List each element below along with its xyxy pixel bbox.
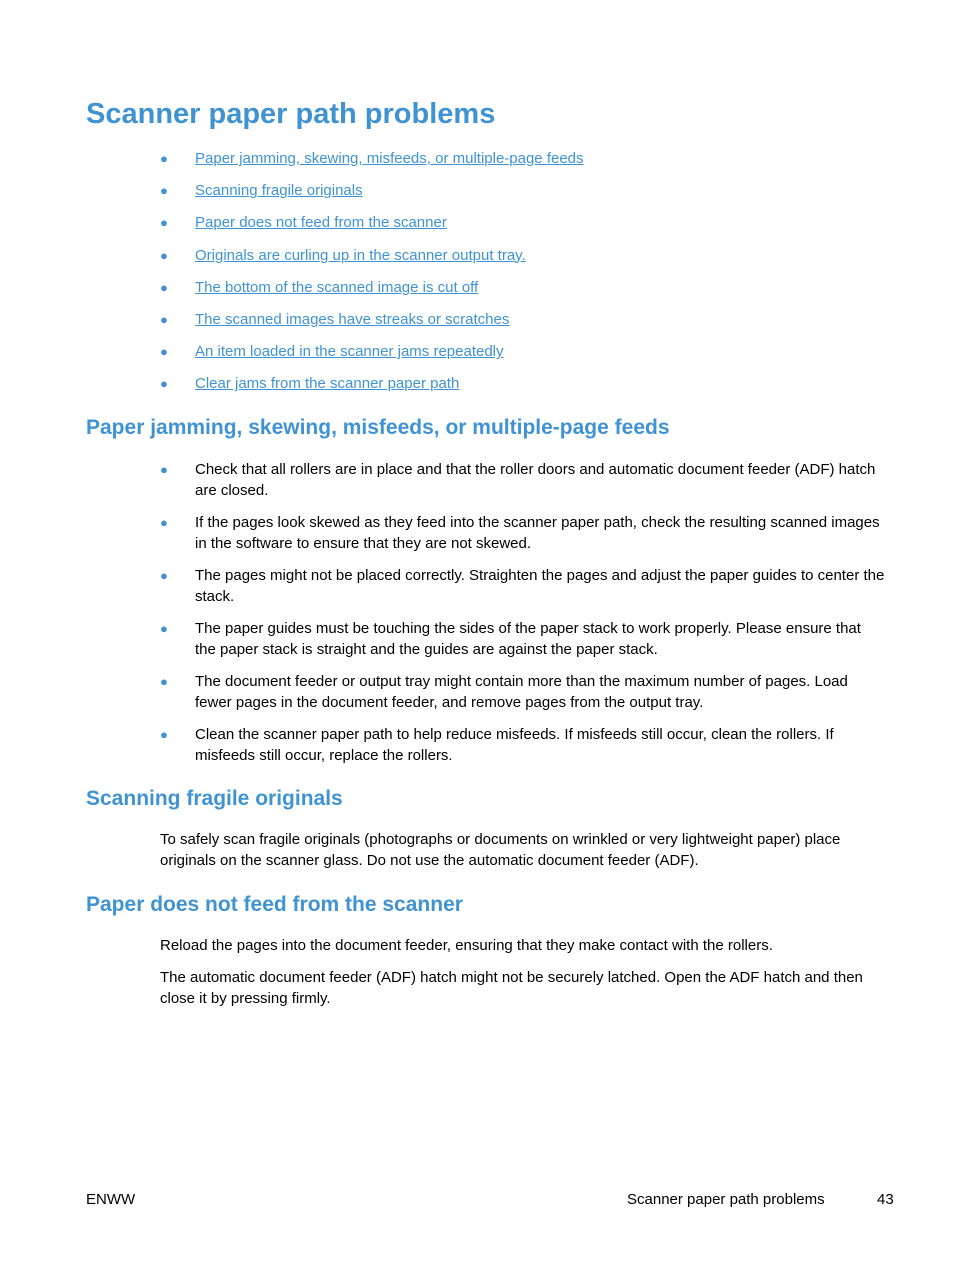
bullet-icon: ● — [160, 621, 168, 636]
list-item-text: Clean the scanner paper path to help reduce misfeeds. If misfeeds still occur, clean the rollers. If misfeeds still occur, replace the rollers. — [195, 726, 834, 764]
bullet-icon: ● — [160, 462, 168, 477]
page-number: 43 — [877, 1191, 894, 1208]
list-item-text: Check that all rollers are in place and that the roller doors and automatic document feeder (ADF) hatch are closed. — [195, 461, 876, 499]
paper-not-feed-text-2: The automatic document feeder (ADF) hatch might not be securely latched. Open the ADF hatch and then close it by pressing firmly. — [160, 969, 863, 1007]
section-heading-paper-not-feed: Paper does not feed from the scanner — [86, 893, 463, 916]
toc-item — [160, 373, 584, 395]
toc-link-paper-jamming[interactable]: Paper jamming, skewing, misfeeds, or multiple-page feeds — [195, 150, 584, 167]
paper-not-feed-text-1: Reload the pages into the document feeder, ensuring that they make contact with the rollers. — [160, 937, 773, 954]
bullet-icon: ● — [160, 215, 168, 231]
list-item-text: The pages might not be placed correctly. Straighten the pages and adjust the paper guides to center the stack. — [195, 567, 885, 605]
toc-link-curling[interactable]: Originals are curling up in the scanner output tray. — [195, 246, 526, 264]
bullet-icon: ● — [160, 311, 168, 327]
list-item-text: The document feeder or output tray might contain more than the maximum number of pages. Load fewer pages in the document feeder, and remove pages from the output tray. — [195, 673, 848, 711]
bullet-icon: ● — [160, 376, 168, 392]
fragile-originals-text: To safely scan fragile originals (photographs or documents on wrinkled or very lightweight paper) place originals on the scanner glass. Do not use the automatic document feeder (ADF). — [160, 831, 841, 869]
toc-link-image-cut-off[interactable]: The bottom of the scanned image is cut off — [195, 278, 479, 296]
list-item — [160, 459, 885, 501]
bullet-icon: ● — [160, 727, 168, 742]
toc-link-fragile-originals[interactable]: Scanning fragile originals — [195, 182, 363, 200]
list-item — [160, 618, 885, 660]
bullet-icon: ● — [160, 247, 168, 263]
bullet-icon: ● — [160, 183, 168, 199]
toc-item — [160, 245, 584, 267]
bullet-icon: ● — [160, 515, 168, 530]
toc-link-clear-jams[interactable]: Clear jams from the scanner paper path — [195, 375, 460, 393]
list-item-text: If the pages look skewed as they feed into the scanner paper path, check the resulting scanned images in the software to ensure that they are not skewed. — [195, 514, 880, 552]
bullet-icon: ● — [160, 344, 168, 360]
page-title: Scanner paper path problems — [86, 98, 496, 130]
bullet-icon: ● — [160, 674, 168, 689]
footer-enww: ENWW — [86, 1191, 136, 1208]
toc-item — [160, 341, 584, 363]
bullet-icon: ● — [160, 279, 168, 295]
toc-item — [160, 309, 584, 331]
toc-link-jams-repeatedly[interactable]: An item loaded in the scanner jams repeatedly — [195, 343, 504, 361]
list-item — [160, 565, 885, 607]
toc-item — [160, 180, 584, 202]
list-item — [160, 724, 885, 766]
toc-link-streaks[interactable]: The scanned images have streaks or scratches — [195, 310, 510, 328]
section-heading-fragile-originals: Scanning fragile originals — [86, 787, 343, 810]
toc-link-paper-not-feed[interactable]: Paper does not feed from the scanner — [195, 214, 447, 232]
bullet-icon: ● — [160, 151, 168, 166]
toc-item — [160, 148, 584, 170]
list-item-text: The paper guides must be touching the sides of the paper stack to work properly. Please ensure that the paper stack is straight and the guides are against the paper stack. — [195, 620, 861, 658]
list-item — [160, 671, 885, 713]
footer-section-title: Scanner paper path problems — [627, 1191, 825, 1208]
toc-item — [160, 277, 584, 299]
section-heading-paper-jamming: Paper jamming, skewing, misfeeds, or multiple-page feeds — [86, 416, 670, 439]
list-item — [160, 512, 885, 554]
toc-list — [160, 148, 584, 406]
bullet-icon: ● — [160, 568, 168, 583]
toc-item — [160, 212, 584, 234]
paper-jamming-list — [160, 459, 885, 777]
